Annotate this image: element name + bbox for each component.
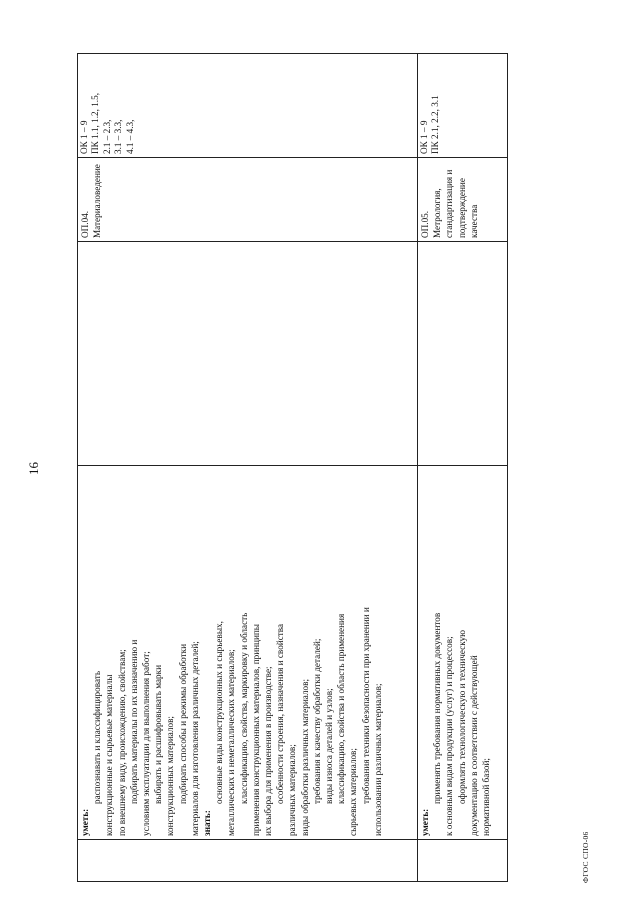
competence-code: 4.1 – 4.3, (124, 119, 135, 154)
section-heading: уметь: (80, 808, 90, 836)
hours-cell (78, 242, 418, 466)
index-cell (418, 840, 508, 882)
competence-code: 3.1 – 3.3, (113, 119, 124, 154)
standards-table (77, 53, 508, 882)
skills-list (79, 469, 384, 836)
competence-code: ОК 1 – 9 (79, 120, 89, 154)
skill-line: различных материалов; (287, 744, 298, 836)
skill-line: классификацию, свойства, маркировку и область (238, 612, 249, 804)
skill-line: конструкционные и сырьевые материалы (104, 674, 115, 836)
skill-line: применять требования нормативных документов (432, 612, 443, 804)
skill-line: металлических и неметаллических материалов; (226, 649, 237, 836)
hours-cell (418, 242, 508, 466)
skill-line: использовании различных материалов; (372, 683, 383, 836)
skill-line: материалов для изготовления различных деталей; (189, 641, 200, 836)
competence-code: ПК 1.1, 1.2, 1.5, (90, 93, 101, 154)
skills-cell (418, 466, 508, 840)
section-heading: уметь: (420, 808, 430, 836)
competences-cell (418, 54, 508, 158)
skill-line: оформлять технологическую и техническую (456, 629, 467, 804)
competences-cell (78, 54, 418, 158)
document-footer: ФГОС СПО-06 (581, 831, 590, 883)
skill-line: выбирать и расшифровывать марки (153, 664, 164, 804)
skills-list (419, 469, 492, 836)
skill-line: особенности строения, назначения и свойства (275, 623, 286, 804)
skill-line: сырьевых материалов; (348, 748, 359, 836)
skill-line: к основным видам продукции (услуг) и процессов; (444, 636, 455, 836)
table-row (78, 54, 418, 882)
skill-line: виды обработки различных материалов; (299, 678, 310, 836)
competences-list (419, 57, 442, 154)
page-number: 16 (26, 462, 41, 475)
skill-line: основные виды конструкционных и сырьевых, (214, 621, 225, 804)
skill-line: условиям эксплуатации для выполнения работ; (141, 651, 152, 836)
skill-line: нормативной базой; (481, 758, 492, 836)
skill-line: требования техники безопасности при хранении и (360, 607, 371, 804)
section-heading: знать: (202, 810, 213, 836)
skill-line: конструкционных материалов; (165, 716, 176, 836)
skill-line: требования к качеству обработки деталей; (311, 638, 322, 804)
skill-line: распознавать и классифицировать (92, 670, 103, 804)
discipline-cell: ОП.05. Метрология, стандартизация и подтверждение качества (418, 158, 508, 242)
skill-line: виды износа деталей и узлов; (324, 688, 335, 804)
skill-line: подбирать материалы по их назначению и (128, 639, 139, 804)
competences-list (79, 57, 136, 154)
discipline-cell: ОП.04. Материаловедение (78, 158, 418, 242)
competence-code: ОК 1 – 9 (419, 120, 429, 154)
skill-line: их выбора для применения в производстве; (263, 666, 274, 836)
skill-line: подбирать способы и режимы обработки (177, 644, 188, 804)
index-cell (78, 840, 418, 882)
skill-line: классификацию, свойства и область применения (336, 613, 347, 804)
skills-cell (78, 466, 418, 840)
table-row (418, 54, 508, 882)
skill-line: по внешнему виду, происхождению, свойствам; (116, 649, 127, 836)
skill-line: документацию в соответствии с действующей (468, 655, 479, 836)
competence-code: 2.1 – 2.3, (101, 119, 112, 154)
competence-code: ПК 2.1, 2.2, 3.1 (430, 95, 441, 154)
skill-line: применения конструкционных материалов, принципы (250, 624, 261, 836)
